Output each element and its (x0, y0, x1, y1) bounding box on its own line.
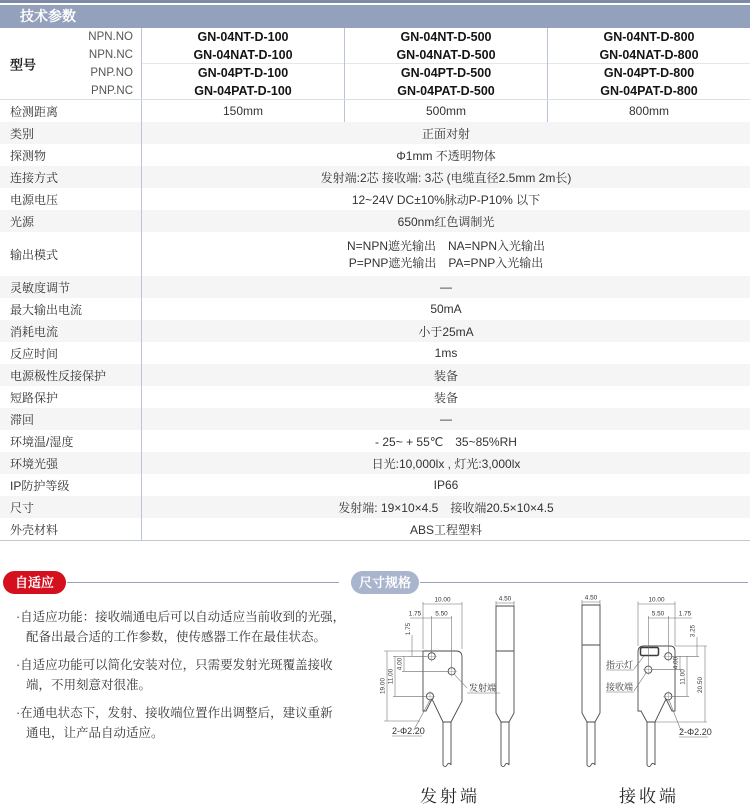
model-number: GN-04PT-D-500 (400, 66, 492, 80)
emitter-side-view (496, 596, 514, 767)
table-row (0, 474, 750, 496)
row-label: 反应时间 (0, 342, 142, 364)
dim-label: 5.50 (435, 610, 448, 618)
dim-label: 4.00 (672, 656, 680, 670)
model-number: GN-04NT-D-500 (400, 30, 492, 44)
model-number: GN-04PT-D-800 (603, 66, 695, 80)
row-value: 正面对射 (421, 126, 470, 141)
table-row (0, 144, 750, 166)
row-value: Φ1mm 不透明物体 (396, 148, 496, 163)
divider-line (67, 582, 339, 583)
row-value: N=NPN遮光输出 NA=NPN入光输出 P=PNP遮光输出 PA=PNP入光输出 (346, 239, 546, 270)
table-row (0, 386, 750, 408)
model-number: GN-04NAT-D-500 (396, 48, 496, 62)
dim-label: 11.00 (679, 669, 687, 685)
divider-line (420, 582, 748, 583)
dim-label: 3.25 (689, 624, 697, 638)
table-row (0, 276, 750, 298)
receiver-caption: 接收端 (619, 787, 679, 806)
row-value: 小于25mA (418, 324, 474, 339)
receiver-beam-label: 接收端 (606, 682, 634, 692)
table-row (0, 122, 750, 144)
row-label: 探测物 (0, 144, 142, 166)
row-label: 类别 (0, 122, 142, 144)
dim-label: 10.00 (648, 596, 665, 604)
dim-label: 19.00 (379, 678, 387, 694)
spec-table (0, 100, 750, 541)
row-value: 650nm红色调制光 (397, 214, 495, 229)
receiver-side-view (582, 595, 600, 767)
row-label: 连接方式 (0, 166, 142, 188)
emitter-front-view (380, 597, 501, 767)
dim-label: 1.75 (405, 622, 412, 636)
row-label: 环境光强 (0, 452, 142, 474)
emitter-beam-label: 发射端 (469, 683, 497, 693)
row-value: 装备 (433, 368, 458, 383)
model-column (547, 28, 750, 99)
row-value: IP66 (433, 478, 459, 492)
table-row (0, 452, 750, 474)
table-row (0, 210, 750, 232)
row-label: 滞回 (0, 408, 142, 430)
row-value: — (440, 412, 452, 426)
row-value: 150mm (222, 104, 263, 118)
model-number: GN-04NAT-D-100 (193, 48, 293, 62)
table-row (0, 166, 750, 188)
model-sub-label: NPN.NC (88, 49, 133, 61)
table-row (0, 364, 750, 386)
dim-label: 5.50 (651, 610, 665, 618)
dim-label: 4.00 (396, 657, 404, 671)
row-value: 1ms (434, 346, 458, 360)
row-label: 检测距离 (0, 100, 142, 122)
emitter-caption: 发射端 (420, 787, 480, 806)
emitter-holes-label: 2-Φ2.20 (392, 726, 425, 736)
model-number: GN-04NT-D-100 (197, 30, 289, 44)
row-label: 外壳材料 (0, 518, 142, 540)
model-title: 型号 (10, 57, 37, 72)
table-row (0, 408, 750, 430)
model-sub-label: NPN.NO (88, 31, 133, 43)
model-number: GN-04PAT-D-500 (397, 84, 495, 98)
table-row (0, 232, 750, 276)
dim-label: 10.00 (434, 596, 451, 604)
note-item: ·自适应功能：接收端通电后可以自动适应当前收到的光强， 配备出最合适的工作参数，使传感器工作在最佳状态。 (16, 610, 346, 644)
row-value: ABS工程塑料 (409, 522, 482, 537)
dim-label: 4.50 (498, 595, 512, 603)
row-value: 发射端:2芯 接收端: 3芯 (电缆直径2.5mm 2m长) (320, 170, 572, 185)
model-column (344, 28, 547, 99)
receiver-holes-label: 2-Φ2.20 (679, 727, 712, 737)
table-row (0, 188, 750, 210)
model-column (142, 28, 344, 99)
model-number: GN-04NT-D-800 (603, 30, 695, 44)
row-value: 发射端: 19×10×4.5 接收端20.5×10×4.5 (338, 500, 554, 515)
row-value: 12~24V DC±10%脉动P-P10% 以下 (351, 192, 541, 207)
row-label: 光源 (0, 210, 142, 232)
row-label: 最大输出电流 (0, 298, 142, 320)
row-value: 装备 (433, 390, 458, 405)
row-label: 尺寸 (0, 496, 142, 518)
model-sub-labels (88, 28, 141, 100)
receiver-led-label: 指示灯 (606, 660, 634, 670)
note-item: ·自适应功能可以简化安装对位，只需要发射光斑覆盖接收 端，不用刻意对很准。 (16, 658, 333, 692)
dim-label: 20.50 (697, 677, 704, 693)
receiver-front-view (606, 597, 712, 767)
indicator-led-window (641, 648, 659, 656)
dim-label: 11.00 (387, 668, 395, 685)
dimension-drawings (360, 593, 750, 783)
top-strip (0, 0, 750, 3)
note-item: ·在通电状态下，发射、接收端位置作出调整后，建议重新 通电，让产品自动适应。 (16, 706, 333, 740)
row-label: 环境温/湿度 (0, 430, 142, 452)
model-number: GN-04PAT-D-800 (600, 84, 698, 98)
model-number: GN-04NAT-D-800 (599, 48, 699, 62)
section-header-tech-params: 技术参数 (0, 5, 750, 28)
row-label: 消耗电流 (0, 320, 142, 342)
row-label: 灵敏度调节 (0, 276, 142, 298)
dimensions-section-badge: 尺寸规格 (351, 571, 419, 594)
row-value: 800mm (547, 100, 750, 122)
row-value: 500mm (344, 100, 547, 122)
model-sub-label: PNP.NO (90, 67, 133, 79)
model-label-cell (0, 28, 142, 99)
table-row (0, 298, 750, 320)
dim-label: 1.75 (408, 610, 422, 618)
row-label: 输出模式 (0, 232, 142, 276)
row-value: 日光:10,000lx , 灯光:3,000lx (371, 456, 521, 471)
row-value: 50mA (430, 302, 462, 316)
table-row (0, 100, 750, 122)
dim-label: 1.75 (678, 610, 692, 618)
adaptive-section-badge: 自适应 (3, 571, 66, 594)
row-label: 电源极性反接保护 (0, 364, 142, 386)
row-label: 短路保护 (0, 386, 142, 408)
model-number: GN-04PT-D-100 (197, 66, 289, 80)
table-row (0, 342, 750, 364)
adaptive-notes (8, 607, 356, 751)
table-row (0, 496, 750, 518)
model-sub-label: PNP.NC (91, 85, 133, 97)
model-table (0, 28, 750, 100)
table-row (0, 430, 750, 452)
table-row (0, 320, 750, 342)
dim-label: 4.50 (584, 594, 598, 602)
row-label: IP防护等级 (0, 474, 142, 496)
row-value: — (440, 280, 452, 294)
row-label: 电源电压 (0, 188, 142, 210)
table-row (0, 518, 750, 540)
model-number: GN-04PAT-D-100 (194, 84, 292, 98)
row-value: - 25~ + 55℃ 35~85%RH (375, 434, 517, 449)
